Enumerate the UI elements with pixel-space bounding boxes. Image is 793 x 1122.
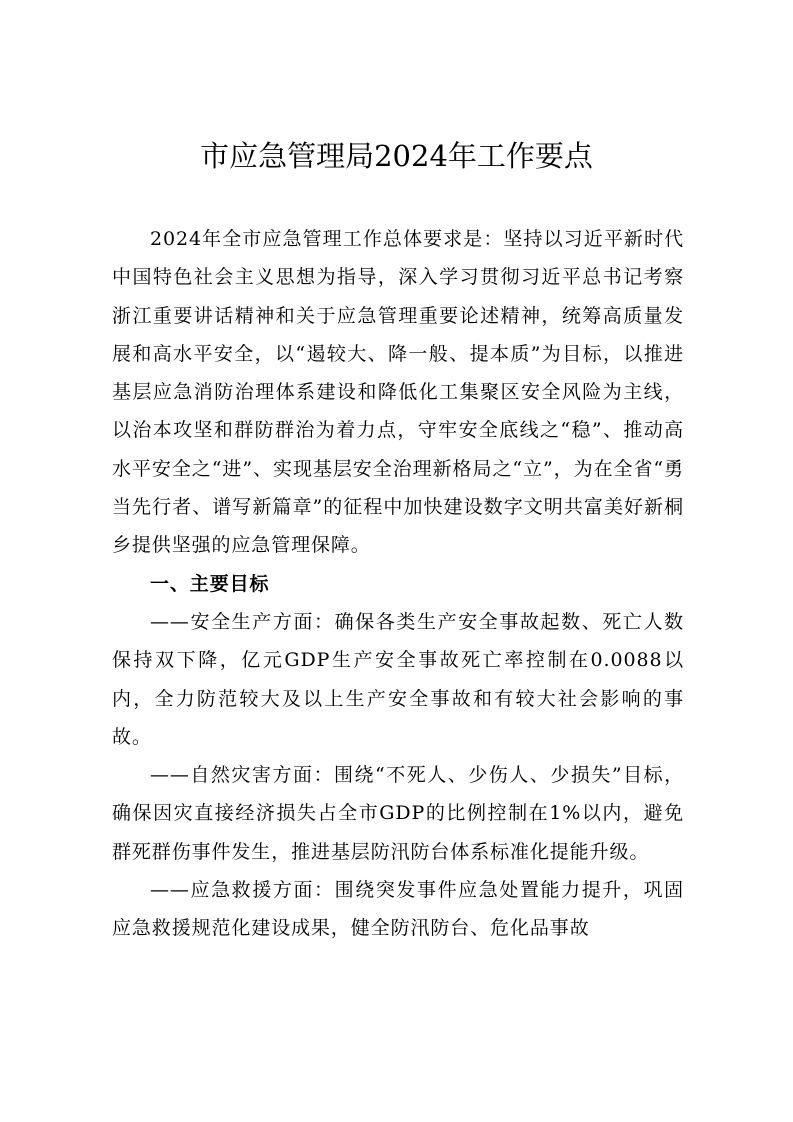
intro-paragraph: 2024年全市应急管理工作总体要求是：坚持以习近平新时代中国特色社会主义思想为指导，深入学习贯彻习近平总书记考察浙江重要讲话精神和关于应急管理重要论述精神，统筹高质量发展和高水平安全，以“遏较大、降一般、提本质”为目标，以推进基层应急消防治理体系建设和降低化工集聚区安全风险为主线，以治本攻坚和群防群治为着力点，守牢安全底线之“稳”、推动高水平安全之“进”、实现基层安全治理新格局之“立”，为在全省“勇当先行者、谱写新篇章”的征程中加快建设数字文明共富美好新桐乡提供坚强的应急管理保障。 xyxy=(112,228,684,557)
section-heading-main-goals: 一、主要目标 xyxy=(150,572,270,595)
document-title: 市应急管理局2024年工作要点 xyxy=(200,139,593,173)
paragraph-natural-disasters: ——自然灾害方面：围绕“不死人、少伤人、少损失”目标，确保因灾直接经济损失占全市GDP的比例控制在1%以内，避免群死群伤事件发生，推进基层防汛防台体系标准化提能升级。 xyxy=(112,764,684,863)
paragraph-safety-production: ——安全生产方面：确保各类生产安全事故起数、死亡人数保持双下降，亿元GDP生产安全事故死亡率控制在0.0088以内，全力防范较大及以上生产安全事故和有较大社会影响的事故。 xyxy=(112,610,684,748)
document-body xyxy=(112,220,684,948)
paragraph-emergency-rescue: ——应急救援方面：围绕突发事件应急处置能力提升，巩固应急救援规范化建设成果，健全防汛防台、危化品事故 xyxy=(112,879,684,940)
